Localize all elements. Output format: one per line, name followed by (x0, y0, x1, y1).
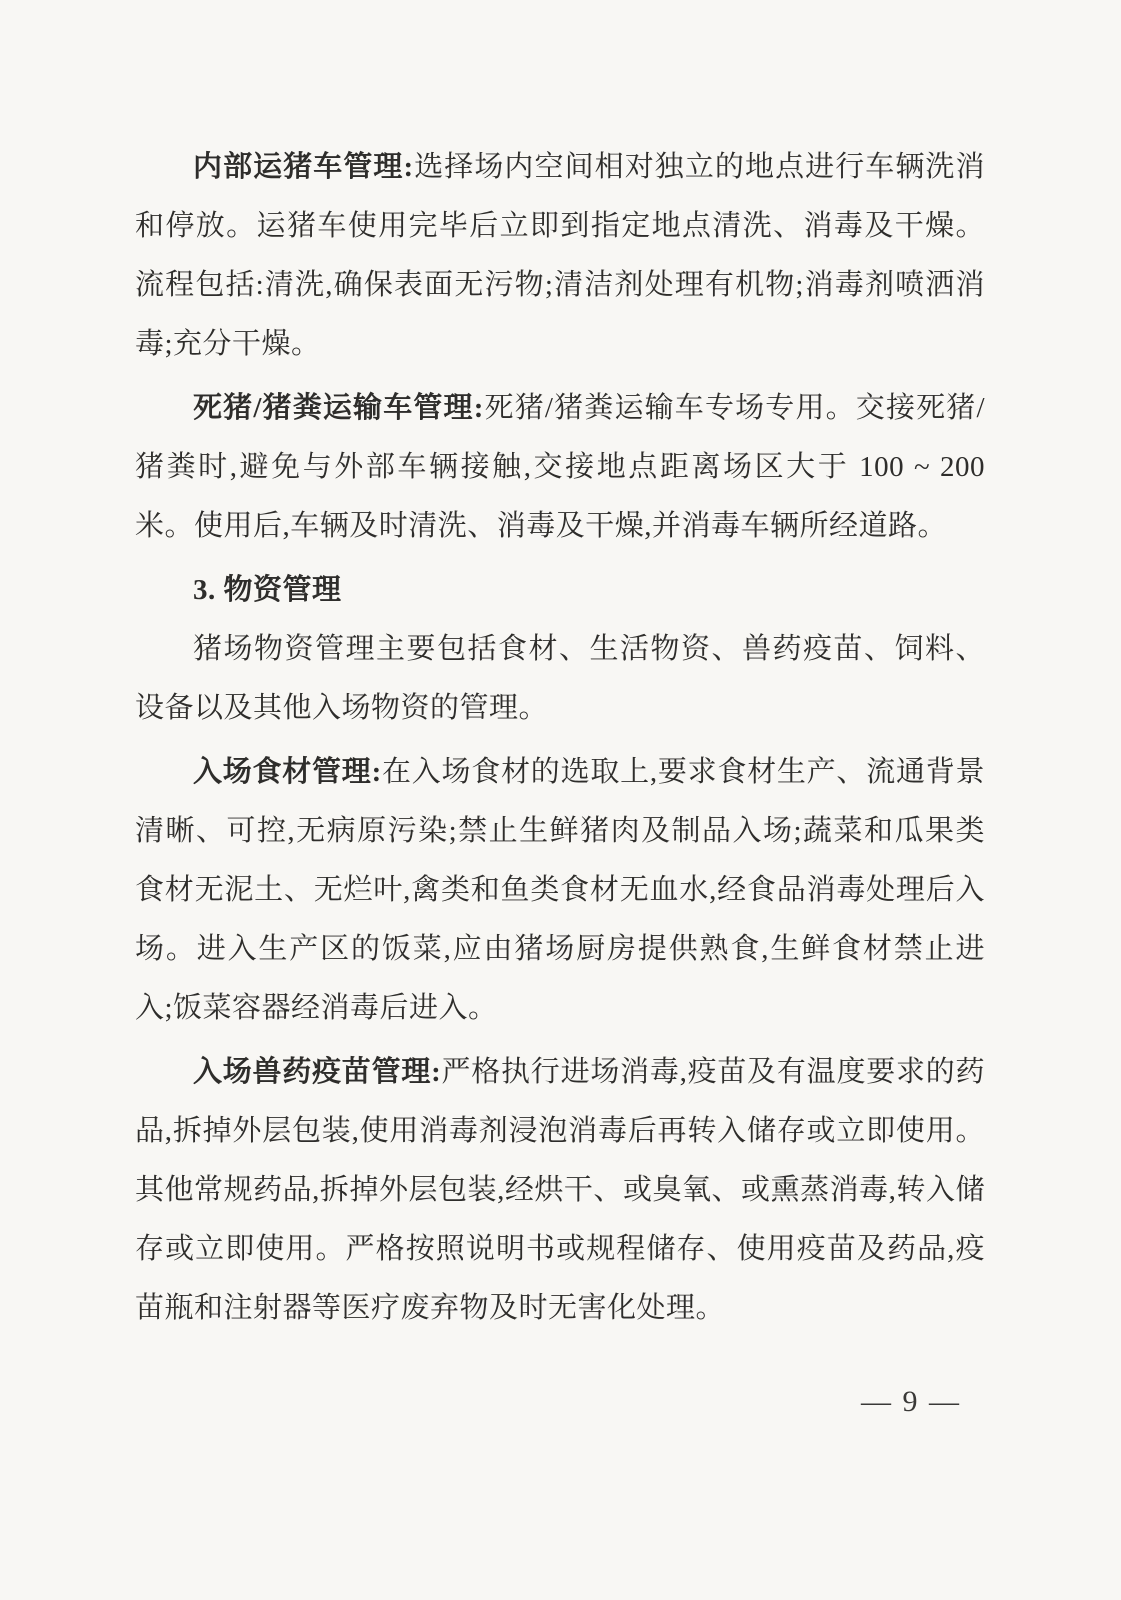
paragraph-food-entry-management (135, 743, 985, 1038)
section-heading-materials-management: 3. 物资管理 (193, 574, 342, 606)
document-content (135, 138, 985, 1343)
paragraph-lead: 入场兽药疫苗管理: (193, 1056, 442, 1088)
paragraph-dead-pig-manure-truck-management (135, 379, 985, 556)
paragraph-lead: 死猪/猪粪运输车管理: (193, 392, 484, 424)
paragraph-body: 猪场物资管理主要包括食材、生活物资、兽药疫苗、饲料、设备以及其他入场物资的管理。 (135, 633, 985, 724)
paragraph-lead: 内部运猪车管理: (193, 151, 414, 183)
page-number: — 9 — (861, 1385, 961, 1418)
paragraph-body: 严格执行进场消毒,疫苗及有温度要求的药品,拆掉外层包装,使用消毒剂浸泡消毒后再转入储存或立即使用。其他常规药品,拆掉外层包装,经烘干、或臭氧、或熏蒸消毒,转入储存或立即使用。严格按照说明书或规程储存、使用疫苗及药品,疫苗瓶和注射器等医疗废弃物及时无害化处理。 (135, 1056, 985, 1324)
paragraph-materials-overview (135, 620, 985, 738)
paragraph-body: 选择场内空间相对独立的地点进行车辆洗消和停放。运猪车使用完毕后立即到指定地点清洗、消毒及干燥。流程包括:清洗,确保表面无污物;清洁剂处理有机物;消毒剂喷洒消毒;充分干燥。 (135, 151, 985, 360)
paragraph-body: 死猪/猪粪运输车专场专用。交接死猪/猪粪时,避免与外部车辆接触,交接地点距离场区大于 100 ~ 200 米。使用后,车辆及时清洗、消毒及干燥,并消毒车辆所经道路。 (135, 392, 985, 542)
paragraph-vet-drug-vaccine-entry-management (135, 1043, 985, 1338)
paragraph-lead: 入场食材管理: (193, 756, 382, 788)
paragraph-internal-pig-truck-management (135, 138, 985, 374)
paragraph-body: 在入场食材的选取上,要求食材生产、流通背景清晰、可控,无病原污染;禁止生鲜猪肉及制品入场;蔬菜和瓜果类食材无泥土、无烂叶,禽类和鱼类食材无血水,经食品消毒处理后入场。进入生产区的饭菜,应由猪场厨房提供熟食,生鲜食材禁止进入;饭菜容器经消毒后进入。 (135, 756, 985, 1024)
